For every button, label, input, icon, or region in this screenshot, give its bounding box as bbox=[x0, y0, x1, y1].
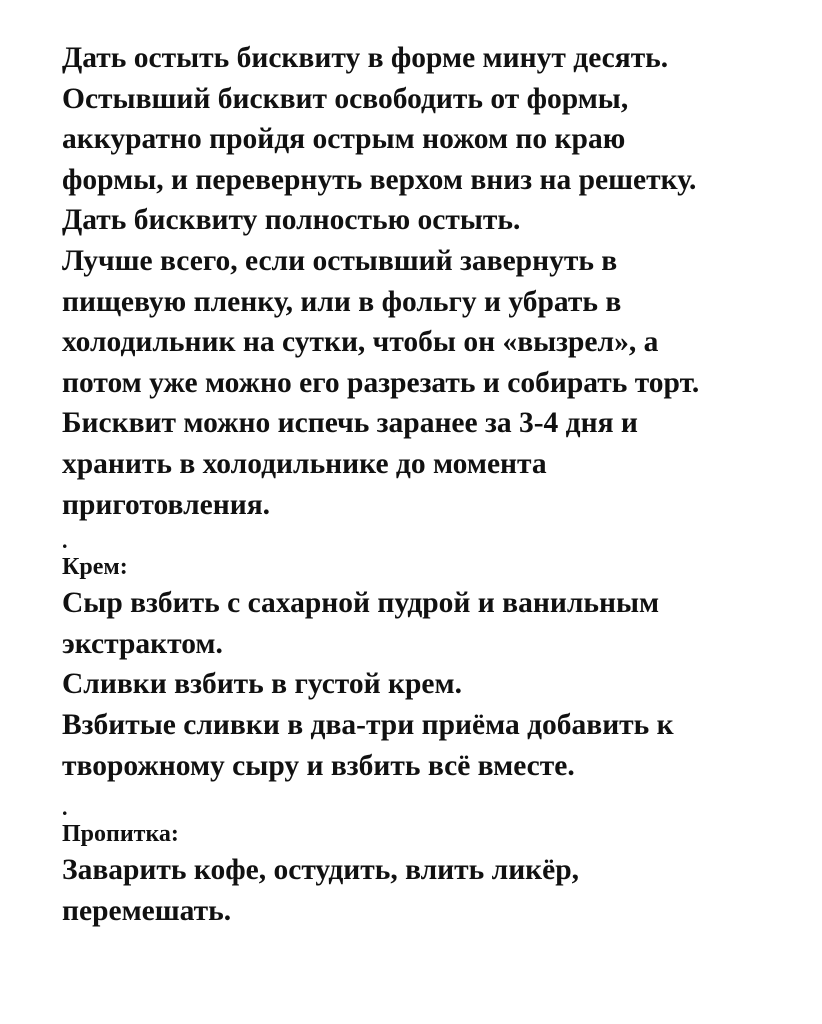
text-line: формы, и перевернуть верхом вниз на решетку. bbox=[62, 163, 697, 196]
recipe-text bbox=[62, 38, 792, 931]
text-line: хранить в холодильнике до момента bbox=[62, 447, 547, 480]
text-line: перемешать. bbox=[62, 894, 232, 927]
text-line: экстрактом. bbox=[62, 627, 223, 660]
cream-heading: Крем: bbox=[62, 554, 128, 581]
text-line: аккуратно пройдя острым ножом по краю bbox=[62, 123, 626, 156]
text-line: Бисквит можно испечь заранее за 3-4 дня и bbox=[62, 407, 638, 440]
text-line: пищевую пленку, или в фольгу и убрать в bbox=[62, 285, 622, 318]
text-line: потом уже можно его разрезать и собирать торт. bbox=[62, 366, 700, 399]
text-line: Остывший бисквит освободить от формы, bbox=[62, 82, 629, 115]
section-separator: . bbox=[62, 795, 68, 821]
text-line: Дать бисквиту полностью остыть. bbox=[62, 204, 521, 237]
section-separator: . bbox=[62, 528, 68, 554]
text-line: Взбитые сливки в два-три приёма добавить к bbox=[62, 708, 674, 741]
soak-section bbox=[62, 818, 792, 931]
text-line: Сливки взбить в густой крем. bbox=[62, 668, 462, 701]
text-line: приготовления. bbox=[62, 488, 271, 521]
text-line: Сыр взбить с сахарной пудрой и ванильным bbox=[62, 587, 660, 620]
sponge-instructions bbox=[62, 38, 792, 525]
text-line: холодильник на сутки, чтобы он «вызрел», а bbox=[62, 326, 659, 359]
text-line: Заварить кофе, остудить, влить ликёр, bbox=[62, 854, 580, 887]
text-line: творожному сыру и взбить всё вместе. bbox=[62, 749, 575, 782]
cream-section bbox=[62, 551, 792, 786]
text-line: Дать остыть бисквиту в форме минут десять. bbox=[62, 42, 669, 74]
soak-heading: Пропитка: bbox=[62, 821, 179, 848]
text-line: Лучше всего, если остывший завернуть в bbox=[62, 244, 618, 277]
